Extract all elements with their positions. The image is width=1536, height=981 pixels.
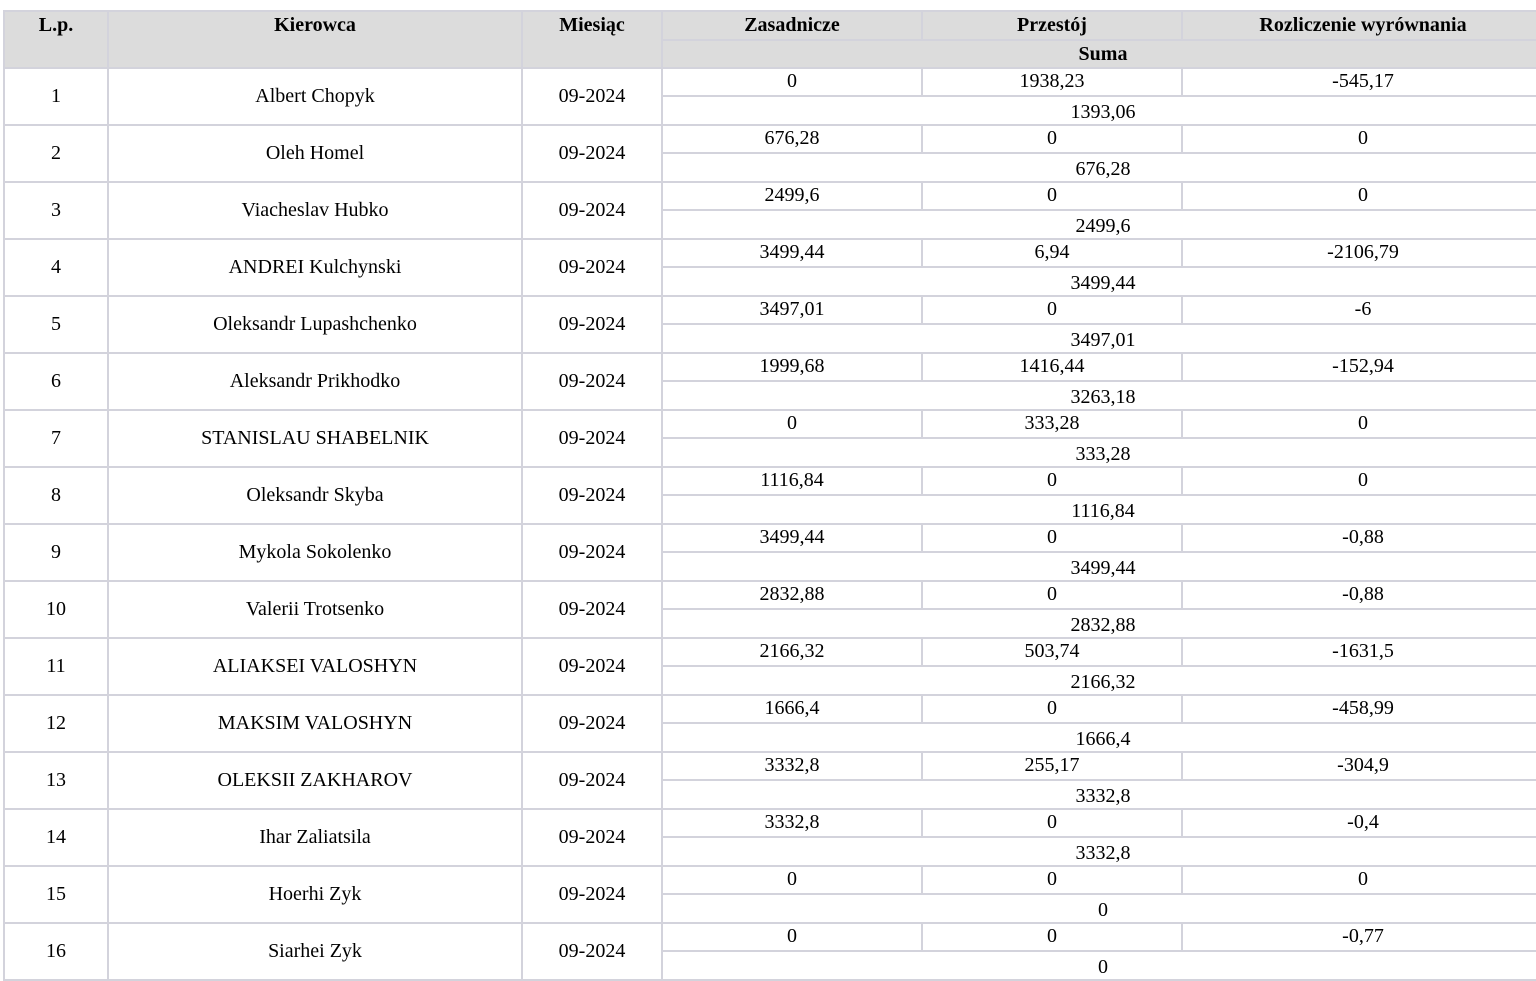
cell-downtime: 0 bbox=[922, 866, 1182, 894]
cell-lp: 1 bbox=[4, 68, 108, 125]
cell-driver: Ihar Zaliatsila bbox=[108, 809, 522, 866]
cell-driver: Oleksandr Lupashchenko bbox=[108, 296, 522, 353]
cell-sum: 3499,44 bbox=[662, 552, 1536, 581]
header-sum: Suma bbox=[662, 40, 1536, 68]
table-row bbox=[4, 695, 1536, 723]
cell-settlement: -0,4 bbox=[1182, 809, 1536, 837]
cell-basic: 3497,01 bbox=[662, 296, 922, 324]
cell-downtime: 0 bbox=[922, 125, 1182, 153]
cell-settlement: -458,99 bbox=[1182, 695, 1536, 723]
cell-settlement: 0 bbox=[1182, 125, 1536, 153]
cell-lp: 16 bbox=[4, 923, 108, 980]
cell-downtime: 0 bbox=[922, 695, 1182, 723]
cell-month: 09-2024 bbox=[522, 467, 662, 524]
cell-basic: 676,28 bbox=[662, 125, 922, 153]
cell-lp: 7 bbox=[4, 410, 108, 467]
cell-lp: 9 bbox=[4, 524, 108, 581]
cell-sum: 3332,8 bbox=[662, 837, 1536, 866]
cell-settlement: -0,88 bbox=[1182, 524, 1536, 552]
cell-driver: OLEKSII ZAKHAROV bbox=[108, 752, 522, 809]
cell-basic: 2166,32 bbox=[662, 638, 922, 666]
cell-basic: 0 bbox=[662, 68, 922, 96]
cell-month: 09-2024 bbox=[522, 68, 662, 125]
cell-settlement: -1631,5 bbox=[1182, 638, 1536, 666]
cell-driver: Albert Chopyk bbox=[108, 68, 522, 125]
cell-driver: STANISLAU SHABELNIK bbox=[108, 410, 522, 467]
cell-month: 09-2024 bbox=[522, 638, 662, 695]
table-row bbox=[4, 182, 1536, 210]
cell-month: 09-2024 bbox=[522, 239, 662, 296]
cell-downtime: 6,94 bbox=[922, 239, 1182, 267]
table-row bbox=[4, 866, 1536, 894]
cell-sum: 0 bbox=[662, 894, 1536, 923]
cell-driver: Valerii Trotsenko bbox=[108, 581, 522, 638]
cell-downtime: 0 bbox=[922, 923, 1182, 951]
cell-lp: 8 bbox=[4, 467, 108, 524]
cell-lp: 10 bbox=[4, 581, 108, 638]
cell-downtime: 0 bbox=[922, 581, 1182, 609]
cell-settlement: 0 bbox=[1182, 467, 1536, 495]
cell-downtime: 0 bbox=[922, 182, 1182, 210]
table-header bbox=[4, 11, 1536, 68]
cell-downtime: 503,74 bbox=[922, 638, 1182, 666]
cell-lp: 4 bbox=[4, 239, 108, 296]
cell-month: 09-2024 bbox=[522, 524, 662, 581]
cell-basic: 1116,84 bbox=[662, 467, 922, 495]
cell-settlement: 0 bbox=[1182, 182, 1536, 210]
cell-downtime: 333,28 bbox=[922, 410, 1182, 438]
cell-settlement: -0,77 bbox=[1182, 923, 1536, 951]
cell-lp: 3 bbox=[4, 182, 108, 239]
cell-driver: Viacheslav Hubko bbox=[108, 182, 522, 239]
cell-lp: 15 bbox=[4, 866, 108, 923]
cell-month: 09-2024 bbox=[522, 182, 662, 239]
cell-lp: 13 bbox=[4, 752, 108, 809]
cell-settlement: -6 bbox=[1182, 296, 1536, 324]
cell-sum: 1393,06 bbox=[662, 96, 1536, 125]
cell-basic: 0 bbox=[662, 410, 922, 438]
cell-lp: 12 bbox=[4, 695, 108, 752]
cell-month: 09-2024 bbox=[522, 809, 662, 866]
cell-driver: Oleh Homel bbox=[108, 125, 522, 182]
cell-basic: 2499,6 bbox=[662, 182, 922, 210]
cell-lp: 14 bbox=[4, 809, 108, 866]
cell-sum: 3497,01 bbox=[662, 324, 1536, 353]
cell-month: 09-2024 bbox=[522, 410, 662, 467]
cell-downtime: 1938,23 bbox=[922, 68, 1182, 96]
cell-basic: 2832,88 bbox=[662, 581, 922, 609]
cell-basic: 1666,4 bbox=[662, 695, 922, 723]
cell-downtime: 0 bbox=[922, 809, 1182, 837]
cell-driver: Oleksandr Skyba bbox=[108, 467, 522, 524]
table-row bbox=[4, 923, 1536, 951]
header-driver: Kierowca bbox=[108, 11, 522, 68]
cell-basic: 1999,68 bbox=[662, 353, 922, 381]
cell-month: 09-2024 bbox=[522, 353, 662, 410]
cell-downtime: 1416,44 bbox=[922, 353, 1182, 381]
table-row bbox=[4, 752, 1536, 780]
header-month: Miesiąc bbox=[522, 11, 662, 68]
header-settlement: Rozliczenie wyrównania bbox=[1182, 11, 1536, 40]
table-row bbox=[4, 353, 1536, 381]
table-row bbox=[4, 125, 1536, 153]
cell-sum: 676,28 bbox=[662, 153, 1536, 182]
cell-sum: 3499,44 bbox=[662, 267, 1536, 296]
cell-driver: Siarhei Zyk bbox=[108, 923, 522, 980]
cell-driver: ANDREI Kulchynski bbox=[108, 239, 522, 296]
cell-lp: 2 bbox=[4, 125, 108, 182]
cell-sum: 2832,88 bbox=[662, 609, 1536, 638]
table-row bbox=[4, 581, 1536, 609]
cell-sum: 2499,6 bbox=[662, 210, 1536, 239]
cell-basic: 3332,8 bbox=[662, 752, 922, 780]
table-row bbox=[4, 296, 1536, 324]
table-row bbox=[4, 239, 1536, 267]
table-row bbox=[4, 524, 1536, 552]
cell-settlement: -545,17 bbox=[1182, 68, 1536, 96]
cell-month: 09-2024 bbox=[522, 296, 662, 353]
header-row bbox=[4, 11, 1536, 40]
cell-month: 09-2024 bbox=[522, 581, 662, 638]
cell-downtime: 0 bbox=[922, 524, 1182, 552]
cell-settlement: -0,88 bbox=[1182, 581, 1536, 609]
cell-sum: 3332,8 bbox=[662, 780, 1536, 809]
cell-month: 09-2024 bbox=[522, 866, 662, 923]
cell-month: 09-2024 bbox=[522, 125, 662, 182]
cell-sum: 1116,84 bbox=[662, 495, 1536, 524]
cell-sum: 2166,32 bbox=[662, 666, 1536, 695]
cell-month: 09-2024 bbox=[522, 695, 662, 752]
cell-sum: 1666,4 bbox=[662, 723, 1536, 752]
cell-basic: 3499,44 bbox=[662, 524, 922, 552]
cell-basic: 0 bbox=[662, 866, 922, 894]
cell-month: 09-2024 bbox=[522, 923, 662, 980]
table-row bbox=[4, 410, 1536, 438]
cell-settlement: -152,94 bbox=[1182, 353, 1536, 381]
cell-sum: 333,28 bbox=[662, 438, 1536, 467]
cell-basic: 3499,44 bbox=[662, 239, 922, 267]
header-lp: L.p. bbox=[4, 11, 108, 68]
cell-downtime: 0 bbox=[922, 467, 1182, 495]
cell-settlement: 0 bbox=[1182, 410, 1536, 438]
cell-sum: 0 bbox=[662, 951, 1536, 980]
table-row bbox=[4, 638, 1536, 666]
cell-driver: Hoerhi Zyk bbox=[108, 866, 522, 923]
cell-month: 09-2024 bbox=[522, 752, 662, 809]
cell-driver: Mykola Sokolenko bbox=[108, 524, 522, 581]
header-basic: Zasadnicze bbox=[662, 11, 922, 40]
table-row bbox=[4, 68, 1536, 96]
cell-downtime: 0 bbox=[922, 296, 1182, 324]
cell-settlement: -2106,79 bbox=[1182, 239, 1536, 267]
cell-lp: 11 bbox=[4, 638, 108, 695]
cell-sum: 3263,18 bbox=[662, 381, 1536, 410]
table-body bbox=[4, 68, 1536, 980]
header-downtime: Przestój bbox=[922, 11, 1182, 40]
cell-lp: 5 bbox=[4, 296, 108, 353]
cell-basic: 3332,8 bbox=[662, 809, 922, 837]
cell-settlement: 0 bbox=[1182, 866, 1536, 894]
cell-driver: ALIAKSEI VALOSHYN bbox=[108, 638, 522, 695]
cell-settlement: -304,9 bbox=[1182, 752, 1536, 780]
table-row bbox=[4, 467, 1536, 495]
cell-lp: 6 bbox=[4, 353, 108, 410]
cell-downtime: 255,17 bbox=[922, 752, 1182, 780]
table-row bbox=[4, 809, 1536, 837]
cell-driver: MAKSIM VALOSHYN bbox=[108, 695, 522, 752]
cell-basic: 0 bbox=[662, 923, 922, 951]
cell-driver: Aleksandr Prikhodko bbox=[108, 353, 522, 410]
payroll-table bbox=[3, 10, 1536, 981]
